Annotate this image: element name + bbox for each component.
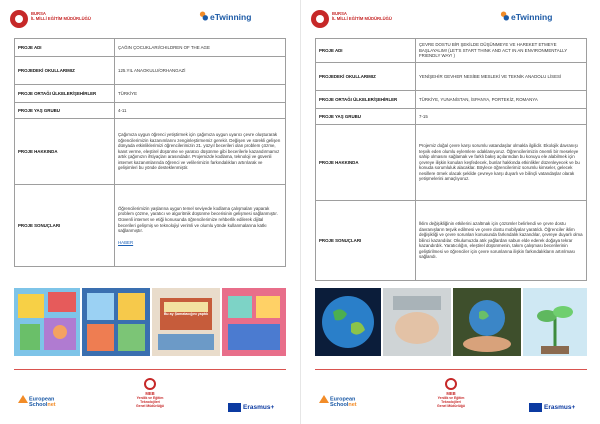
haber-link[interactable]: HABER <box>118 239 134 245</box>
row-key: PROJE ORTAĞI ÜLKELER/ŞEHİRLER <box>15 85 115 103</box>
european-schoolnet-logo: European Schoolnet <box>319 395 357 409</box>
project-photos <box>14 288 286 356</box>
row-key: PROJE HAKKINDA <box>15 119 115 185</box>
left-page: BURSA İL MİLLİ EĞİTİM MÜDÜRLÜĞÜ eTwinning PROJE ADI ÇAĞIN ÇOCUKLARI/CHILDREN OF THE AGE PROJEDEKİ OKULLARIMIZ 125.YIL ANAOKULU/ORHANGAZİ PROJE ORTAĞI ÜLKELER/ŞEHİRLER TÜRKİYE PROJE YAŞ GRUBU 4-11 PROJE HAKKINDA Çağımıza uygun öğrenci yetiştirmek için çağımıza uygun uyarıcı çevre oluşturarak öğrencilerimizin kazanımlarını zenginleştirmemiz gerekir. Değişen ve sürekli gelişen dünyada etkinliklerimizi öğrencilerimizin 21. yüzyıl becerileri olan problem çözme, kanıt verme, eleştirel düşünme ve yaratıcı düşünme gibi becerilerle kazandırmamız artık çağımızın ihtiyaçları arasındadır. Projemizde kodlama, teknoloji ve güvenli internet kazanımlarında öğrenci ve velilerimizin farkındalıkları artırılarak ve gelişimleri bu yönde desteklenmiştir. PROJE SONUÇLARI Öğrencilerimizin yaşlarına uygun temel seviyede kodlama çalışmaları yaparak problem çözme, yaratıcı ve algoritmik düşünme becerisinin gelişmesi sağlanmıştır. Güvenli internet ve etiği konusunda öğrencilerimize rehberlik edilerek dijital becerileri gelişmiş ve teknolojiyi verimli ve olumlu yönde kullanmalarına katkı sağlanmıştır. HABER Bu ay Şamatacığını yaptık MEB Yenilik ve Eğitim Teknolojileri Genel Müdürlüğü European Schoolnet Erasmus+ <box>0 0 300 424</box>
table-row <box>15 119 286 185</box>
table-row <box>316 125 587 201</box>
row-value: ÇEVRE DOSTU BİR ŞEKİLDE DÜŞÜNMEYE VE HAREKET ETMEYE BAŞLAYALIM! (LET'S START THINK AND ACT IN AN ENVIRONMENTALLY FRIENDLY WAY! ) <box>416 39 587 63</box>
row-value: Çağımıza uygun öğrenci yetiştirmek için çağımıza uygun uyarıcı çevre oluşturarak öğrencilerimizin kazanımlarını zenginleştirmemiz gerekir. Değişen ve sürekli gelişen dünyada etkinliklerimizi öğrencilerimizin 21. yüzyıl becerileri olan problem çözme, kanıt verme, eleştirel düşünme ve yaratıcı düşünme gibi becerilerle kazandırmamız artık çağımızın ihtiyaçları arasındadır. Projemizde kodlama, teknoloji ve güvenli internet kazanımlarında öğrenci ve velilerimizin farkındalıkları artırılarak ve gelişimleri bu yönde desteklenmiştir. <box>115 119 286 185</box>
meb-footer-logo: MEB Yenilik ve Eğitim Teknolojileri Genel Müdürlüğü <box>128 378 172 408</box>
row-value: YENİŞEHİR GEVHER NESİBE MESLEKİ VE TEKNİK ANADOLU LİSESİ <box>416 63 587 91</box>
plant-photo <box>523 288 587 356</box>
row-key: PROJE YAŞ GRUBU <box>316 109 416 125</box>
row-value: 4-11 <box>115 103 286 119</box>
row-value: TÜRKİYE <box>115 85 286 103</box>
classroom-board-photo <box>222 288 286 356</box>
eu-flag-icon <box>529 403 542 412</box>
row-key: PROJE SONUÇLARI <box>15 185 115 267</box>
row-key: PROJE ORTAĞI ÜLKELER/ŞEHİRLER <box>316 91 416 109</box>
project-info-table <box>315 38 587 281</box>
row-value: 7-15 <box>416 109 587 125</box>
meb-seal-icon <box>144 378 156 390</box>
earth-photo <box>315 288 381 356</box>
row-key: PROJE ADI <box>316 39 416 63</box>
etwinning-label: eTwinning <box>210 12 252 22</box>
hands-photo <box>383 288 451 356</box>
row-value: TÜRKİYE, YUNANİSTAN, İSPANYA, PORTEKİZ, ROMANYA <box>416 91 587 109</box>
row-key: PROJEDEKİ OKULLARIMIZ <box>15 57 115 85</box>
photo-caption: Bu ay Şamatacığını yaptık <box>163 312 209 316</box>
meb-seal-icon <box>445 378 457 390</box>
meb-logo-icon <box>311 10 329 28</box>
craft-activity-photo <box>152 288 220 356</box>
schoolnet-icon <box>18 395 28 403</box>
meb-header-text: BURSA İL MİLLİ EĞİTİM MÜDÜRLÜĞÜ <box>31 11 91 21</box>
row-value: Öğrencilerimizin yaşlarına uygun temel seviyede kodlama çalışmaları yaparak problem çözme, yaratıcı ve algoritmik düşünme becerisinin gelişmesi sağlanmıştır. Güvenli internet ve etiği konusunda öğrencilerimize rehberlik edilerek dijital becerileri gelişmiş ve teknolojiyi verimli ve olumlu yönde kullanmalarına katkı sağlanmıştır. HABER <box>115 185 286 267</box>
table-row <box>15 85 286 103</box>
table-row <box>316 91 587 109</box>
activity-board-photo <box>82 288 150 356</box>
project-info-table <box>14 38 286 267</box>
row-key: PROJE SONUÇLARI <box>316 201 416 281</box>
row-key: PROJE ADI <box>15 39 115 57</box>
etwinning-logo-icon <box>199 10 208 22</box>
earth-in-hands-photo <box>453 288 521 356</box>
table-row <box>316 63 587 91</box>
table-row <box>316 39 587 63</box>
table-row <box>316 201 587 281</box>
meb-footer-logo: MEB Yenilik ve Eğitim Teknolojileri Genel Müdürlüğü <box>429 378 473 408</box>
footer-divider <box>315 369 587 370</box>
row-key: PROJE YAŞ GRUBU <box>15 103 115 119</box>
table-row <box>15 57 286 85</box>
etwinning-label: eTwinning <box>511 12 553 22</box>
meb-header-text: BURSA İL MİLLİ EĞİTİM MÜDÜRLÜĞÜ <box>332 11 392 21</box>
table-row <box>15 39 286 57</box>
meb-logo-icon <box>10 10 28 28</box>
table-row <box>15 103 286 119</box>
schoolnet-icon <box>319 395 329 403</box>
table-row <box>15 185 286 267</box>
row-value: İklim değişikliğinin etkilerini azaltmak için çözümler belirlendi ve çevre dostu davranışların teşvik edilmesi ve çevre dostu mobilyalar yaratıldı. Öğrenciler iklim değişikliği ve çevre sorunları konusunda farkındalık kazandılar, çevreye duyarlı olma bilinci kazandılar. Okulumuzda atık yağlardan sabun elde ederek doğaya tekrar kazandırdık. Yaratıcılığın, eleştirel düşünmenin, takım çalışması becerilerinin geliştirilmesi ve öğrenciler için çevre sorunlarına ilişkin farkındalıkların artırılması sağlandı. <box>416 201 587 281</box>
etwinning-logo-icon <box>500 10 509 22</box>
european-schoolnet-logo: European Schoolnet <box>18 395 56 409</box>
row-value: 125.YIL ANAOKULU/ORHANGAZİ <box>115 57 286 85</box>
footer-divider <box>14 369 286 370</box>
row-key: PROJEDEKİ OKULLARIMIZ <box>316 63 416 91</box>
students-coding-photo <box>14 288 80 356</box>
eu-flag-icon <box>228 403 241 412</box>
row-value: ÇAĞIN ÇOCUKLARI/CHILDREN OF THE AGE <box>115 39 286 57</box>
project-photos <box>315 288 587 356</box>
table-row <box>316 109 587 125</box>
row-value: Projemiz doğal çevre karşı sorumlu vatandaşlar olmakla ilgilidir. Ekolojik davranışı teşvik eden olumlu eylemlere odaklanıyoruz. Öğrencilerimizin önemli bir meseleye sahip olmasını sağlamak ve farklı bakış açılarından bu konuyu ele alabilmek için çevreye ilişkin konuları keşfedecek, bunlar hakkında etkinlikler düzenleyecek ve bu konuda sorumluluk alacaklar. Böylece öğrencilerimiz sorumlu kimseler, gelecek nesillere örnek olacak şekilde çevreye karşı duyarlı ve bilinçli vatandaşlar olarak yetişmelerini amaçlıyoruz. <box>416 125 587 201</box>
right-page: BURSA İL MİLLİ EĞİTİM MÜDÜRLÜĞÜ eTwinning PROJE ADI ÇEVRE DOSTU BİR ŞEKİLDE DÜŞÜNMEYE VE HAREKET ETMEYE BAŞLAYALIM! (LET'S START THINK AND ACT IN AN ENVIRONMENTALLY FRIENDLY WAY! ) PROJEDEKİ OKULLARIMIZ YENİŞEHİR GEVHER NESİBE MESLEKİ VE TEKNİK ANADOLU LİSESİ PROJE ORTAĞI ÜLKELER/ŞEHİRLER TÜRKİYE, YUNANİSTAN, İSPANYA, PORTEKİZ, ROMANYA PROJE YAŞ GRUBU 7-15 PROJE HAKKINDA Projemiz doğal çevre karşı sorumlu vatandaşlar olmakla ilgilidir. Ekolojik davranışı teşvik eden olumlu eylemlere odaklanıyoruz. Öğrencilerimizin önemli bir meseleye sahip olmasını sağlamak ve farklı bakış açılarından bu konuyu ele alabilmek için çevreye ilişkin konuları keşfedecek, bunlar hakkında etkinlikler düzenleyecek ve bu konuda sorumluluk alacaklar. Böylece öğrencilerimiz sorumlu kimseler, gelecek nesillere örnek olacak şekilde çevreye karşı duyarlı ve bilinçli vatandaşlar olarak yetişmelerini amaçlıyoruz. PROJE SONUÇLARI İklim değişikliğinin etkilerini azaltmak için çözümler belirlendi ve çevre dostu davranışların teşvik edilmesi ve çevre dostu mobilyalar yaratıldı. Öğrenciler iklim değişikliği ve çevre sorunları konusunda farkındalık kazandılar, çevreye duyarlı olma bilinci kazandılar. Okulumuzda atık yağlardan sabun elde ederek doğaya tekrar kazandırdık. Yaratıcılığın, eleştirel düşünmenin, takım çalışması becerilerinin geliştirilmesi ve öğrenciler için çevre sorunlarına ilişkin farkındalıkların artırılması sağlandı. MEB Yenilik ve Eğitim Teknolojileri Genel Müdürlüğü European Schoolnet Erasmus+ <box>300 0 600 424</box>
row-key: PROJE HAKKINDA <box>316 125 416 201</box>
